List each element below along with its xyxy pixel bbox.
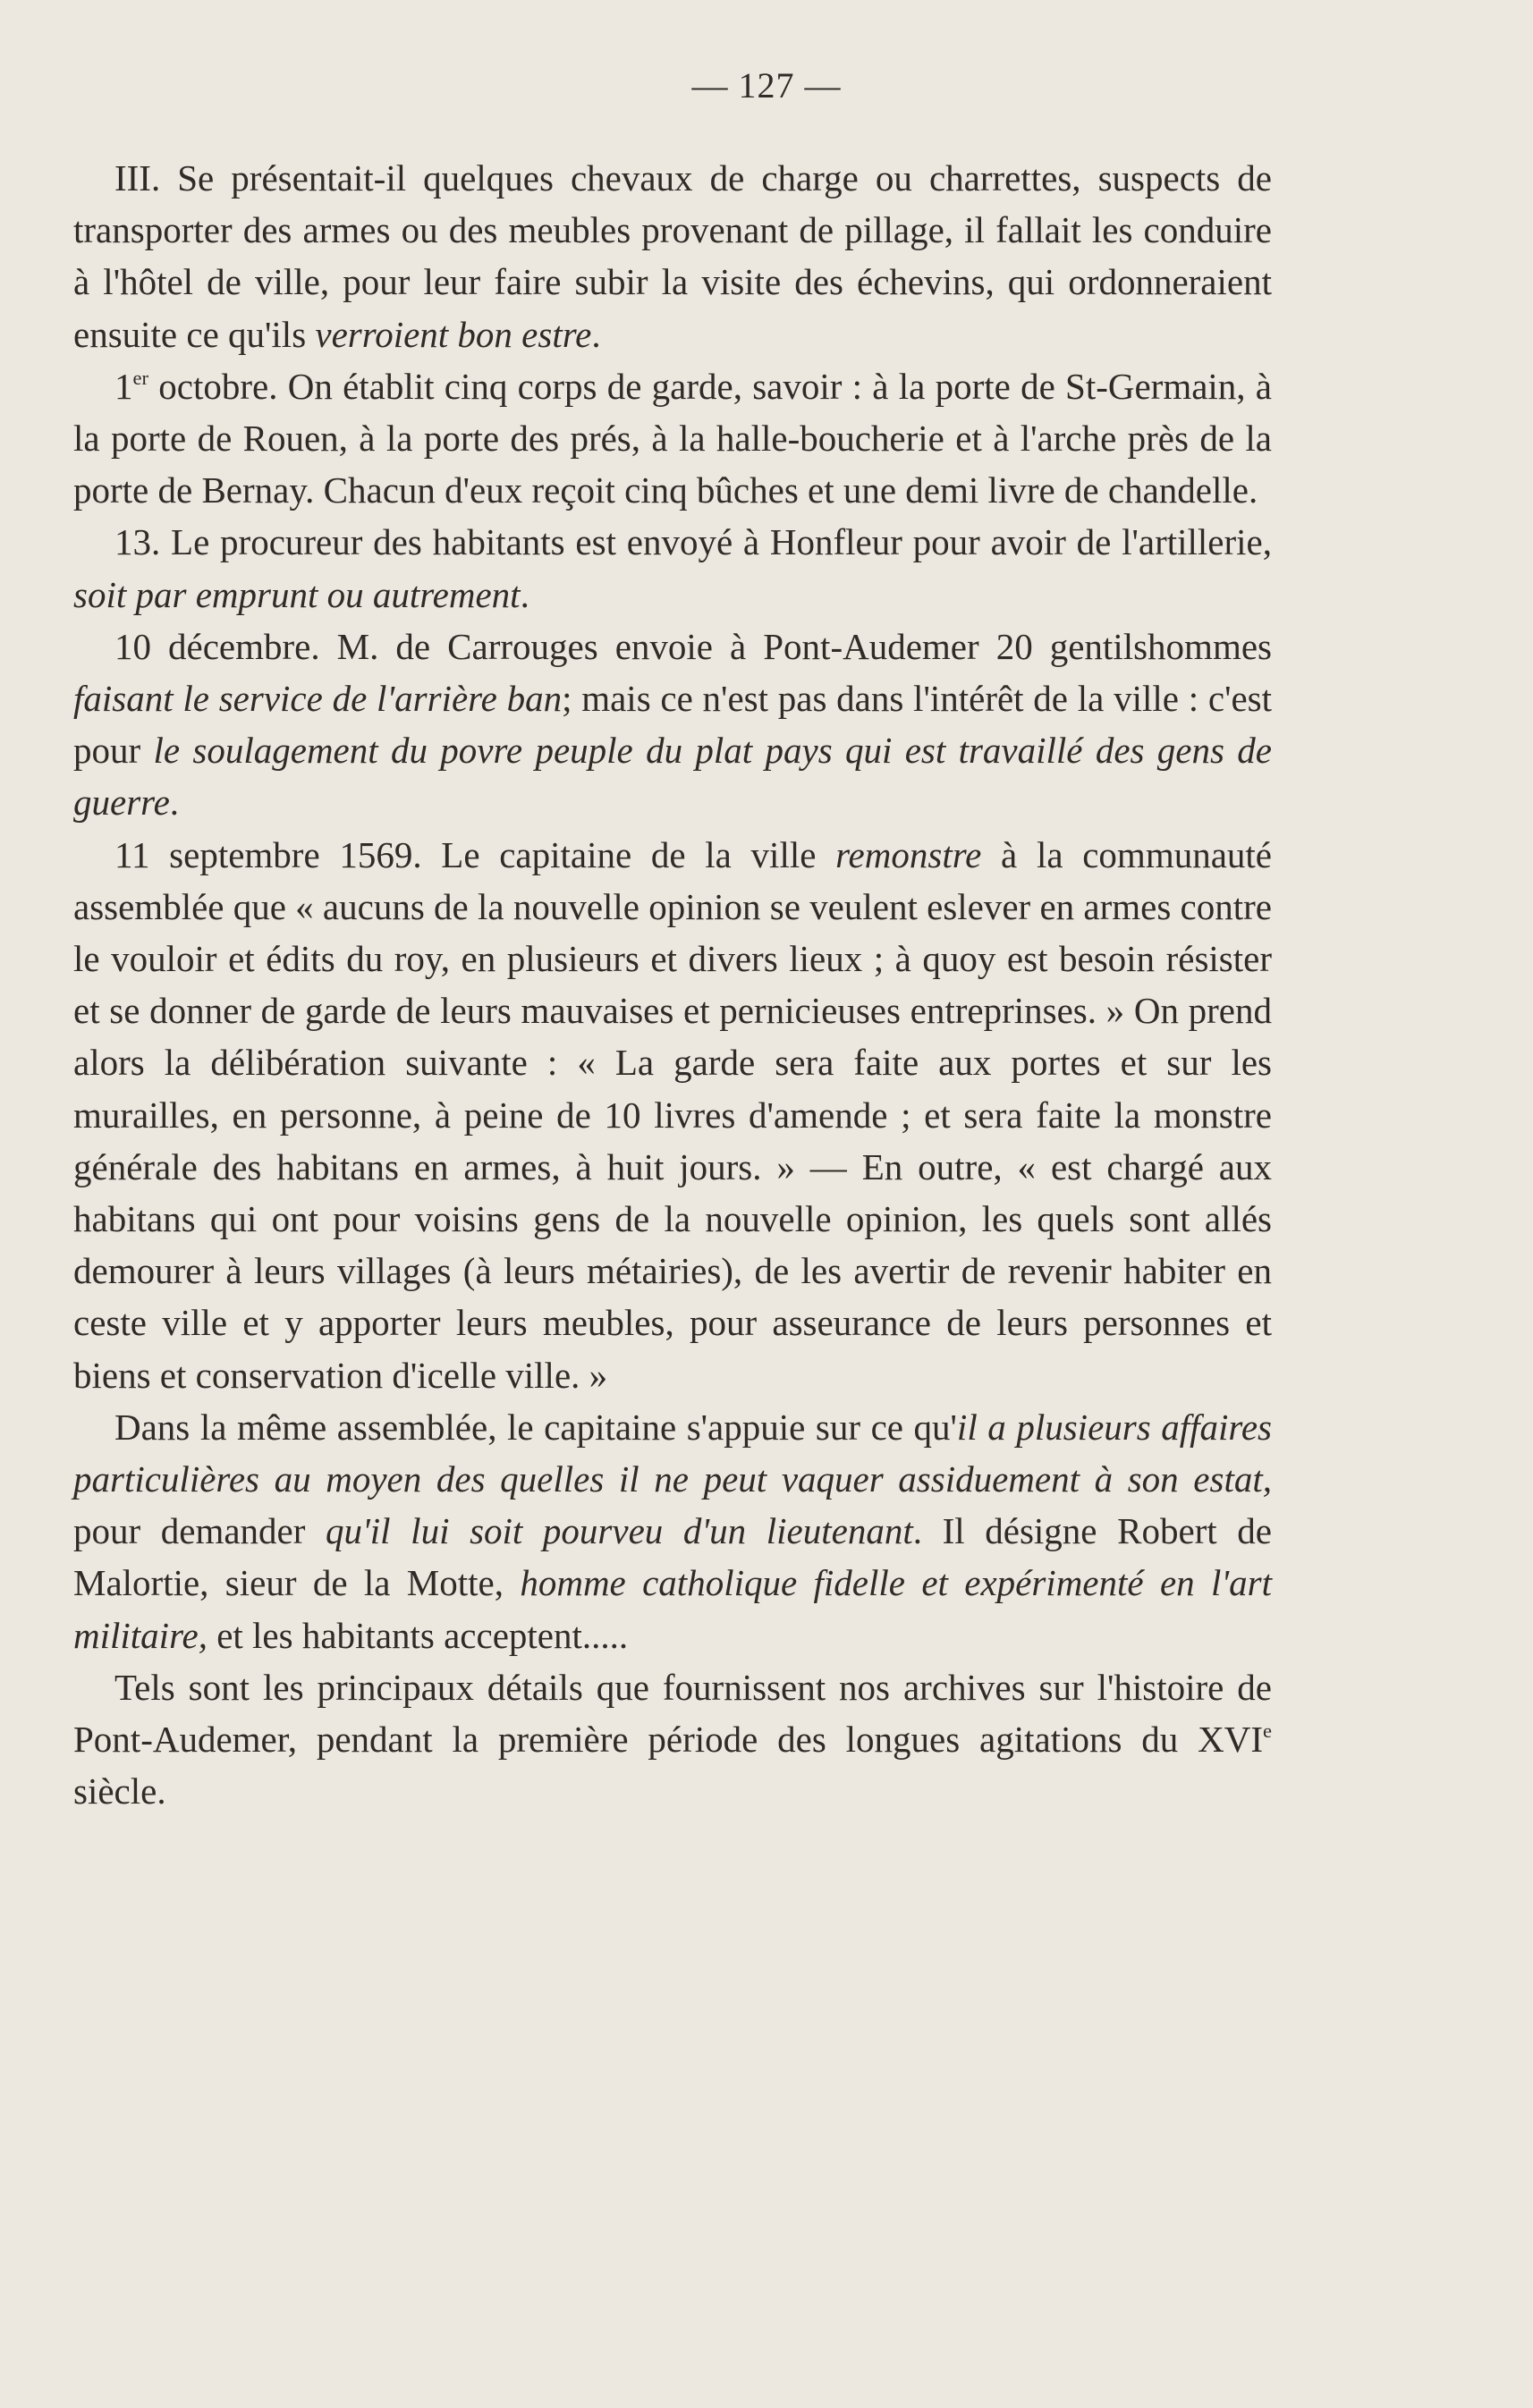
italic-run: soit par emprunt ou autrement [73, 573, 521, 615]
text-run: III. Se présentait-il quelques chevaux de charge ou charrettes, suspects de transporter des armes ou des meubles provenant de pillage, il fallait les conduire à l'hôtel de ville, pour leur faire subir la visite des échevins, qui ordonneraient ensuite ce qu'ils [73, 157, 1272, 355]
italic-run: homme catholique fidelle et expérimenté en l'art militaire, [73, 1562, 1272, 1656]
text-run: . Il désigne Robert de Malortie, sieur de la Motte, [73, 1510, 1273, 1604]
italic-run: qu'il lui soit pourveu d'un lieutenant [326, 1510, 913, 1552]
paragraph-assembly-1569 [73, 829, 1272, 1401]
paragraph-artillery [73, 516, 1272, 620]
italic-run: remonstre [835, 833, 982, 875]
italic-run: il a plusieurs affaires particulières au moyen des quelles il ne peut vaquer assiduement à son estat, [73, 1406, 1273, 1500]
text-run: pour demander [73, 1510, 326, 1552]
text-run: . [520, 573, 529, 615]
page-number: — 127 — [691, 65, 842, 106]
paragraph-lieutenant [73, 1401, 1272, 1661]
italic-run: verroient bon estre [315, 313, 592, 355]
text-run: Tels sont les principaux détails que fournissent nos archives sur l'histoire de Pont-Audemer, pendant la première période des longues agitations du XVI [73, 1666, 1272, 1761]
text-run: Dans la même assemblée, le capitaine s'appuie sur ce qu' [114, 1406, 957, 1448]
superscript: er [132, 367, 149, 390]
text-run: à la communauté assemblée que « aucuns de la nouvelle opinion se veulent eslever en armes contre le vouloir et édits du roy, en plusieurs et divers lieux ; à quoy est besoin résister et se donner de garde de leurs mauvaises et pernicieuses entreprinses. » On prend alors la délibération suivante : « La garde sera faite aux portes et sur les murailles, en personne, à peine de 10 livres d'amende ; et sera faite la monstre générale des habitans en armes, à huit jours. » — En outre, « est chargé aux habitans qui ont pour voisins gens de la nouvelle opinion, les quels sont allés demourer à leurs villages (à leurs métairies), de les avertir de revenir habiter en ceste ville et y apporter leurs meubles, pour asseurance de leurs personnes et biens et conservation d'icelle ville. » [73, 833, 1272, 1396]
text-run: . [169, 782, 180, 824]
body-text [73, 152, 1272, 1818]
italic-run: faisant le service de l'arrière ban [73, 678, 563, 720]
text-run: et les habitants acceptent..... [207, 1614, 629, 1656]
text-run: 10 décembre. M. de Carrouges envoie à Pont-Audemer 20 gentilshommes [114, 625, 1272, 667]
superscript: e [1262, 1719, 1272, 1743]
paragraph-horses-carts [73, 152, 1272, 360]
text-run: 1 [114, 365, 133, 407]
text-run: . [591, 313, 601, 355]
text-run: 13. Le procureur des habitants est envoyé à Honfleur pour avoir de l'artillerie, [114, 521, 1272, 563]
paragraph-gentlemen [73, 621, 1272, 829]
text-run: siècle. [73, 1770, 166, 1812]
paragraph-conclusion [73, 1661, 1272, 1818]
text-run: ; mais ce n'est pas dans l'intérêt de la ville : c'est pour [73, 678, 1272, 772]
text-run: 11 septembre 1569. Le capitaine de la ville [114, 833, 836, 875]
paragraph-guard-posts [73, 360, 1272, 517]
italic-run: le soulagement du povre peuple du plat pays qui est travaillé des gens de guerre [73, 730, 1272, 824]
text-run: octobre. On établit cinq corps de garde, savoir : à la porte de St-Germain, à la porte de Rouen, à la porte des prés, à la halle-boucherie et à l'arche près de la porte de Bernay. Chacun d'eux reçoit cinq bûches et une demi livre de chandelle. [73, 365, 1272, 511]
